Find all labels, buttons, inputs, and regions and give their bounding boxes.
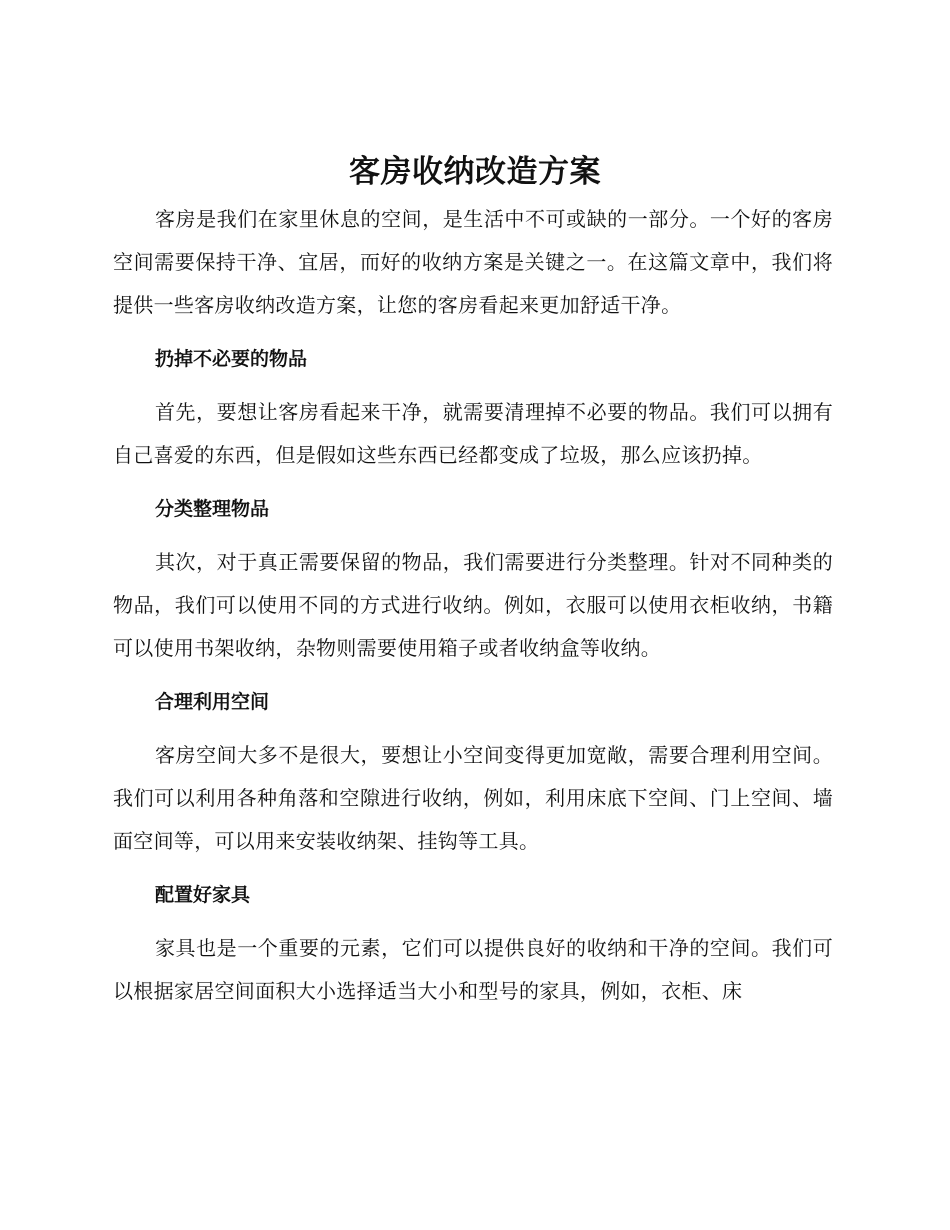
document-title: 客房收纳改造方案	[349, 154, 601, 190]
section-heading-space: 合理利用空间	[155, 691, 270, 713]
section-body-sort: 其次，对于真正需要保留的物品，我们需要进行分类整理。针对不同种类的物品，我们可以使用不同的方式进行收纳。例如，衣服可以使用衣柜收纳，书籍可以使用书架收纳，杂物则需要使用箱子或者收纳盒等收纳。	[113, 550, 833, 660]
document-body	[113, 198, 833, 1013]
section-body-discard: 首先，要想让客房看起来干净，就需要清理掉不必要的物品。我们可以拥有自己喜爱的东西，但是假如这些东西已经都变成了垃圾，那么应该扔掉。	[113, 400, 833, 467]
intro-paragraph: 客房是我们在家里休息的空间，是生活中不可或缺的一部分。一个好的客房空间需要保持干净、宜居，而好的收纳方案是关键之一。在这篇文章中，我们将提供一些客房收纳改造方案，让您的客房看起来更加舒适干净。	[113, 207, 833, 317]
section-heading-sort: 分类整理物品	[155, 498, 270, 520]
section-heading-furniture: 配置好家具	[155, 884, 251, 906]
section-heading-discard: 扔掉不必要的物品	[155, 348, 308, 370]
section-body-space: 客房空间大多不是很大，要想让小空间变得更加宽敞，需要合理利用空间。我们可以利用各种角落和空隙进行收纳，例如，利用床底下空间、门上空间、墙面空间等，可以用来安装收纳架、挂钩等工具。	[113, 743, 833, 853]
section-body-furniture: 家具也是一个重要的元素，它们可以提供良好的收纳和干净的空间。我们可以根据家居空间面积大小选择适当大小和型号的家具，例如，衣柜、床	[113, 936, 833, 1003]
